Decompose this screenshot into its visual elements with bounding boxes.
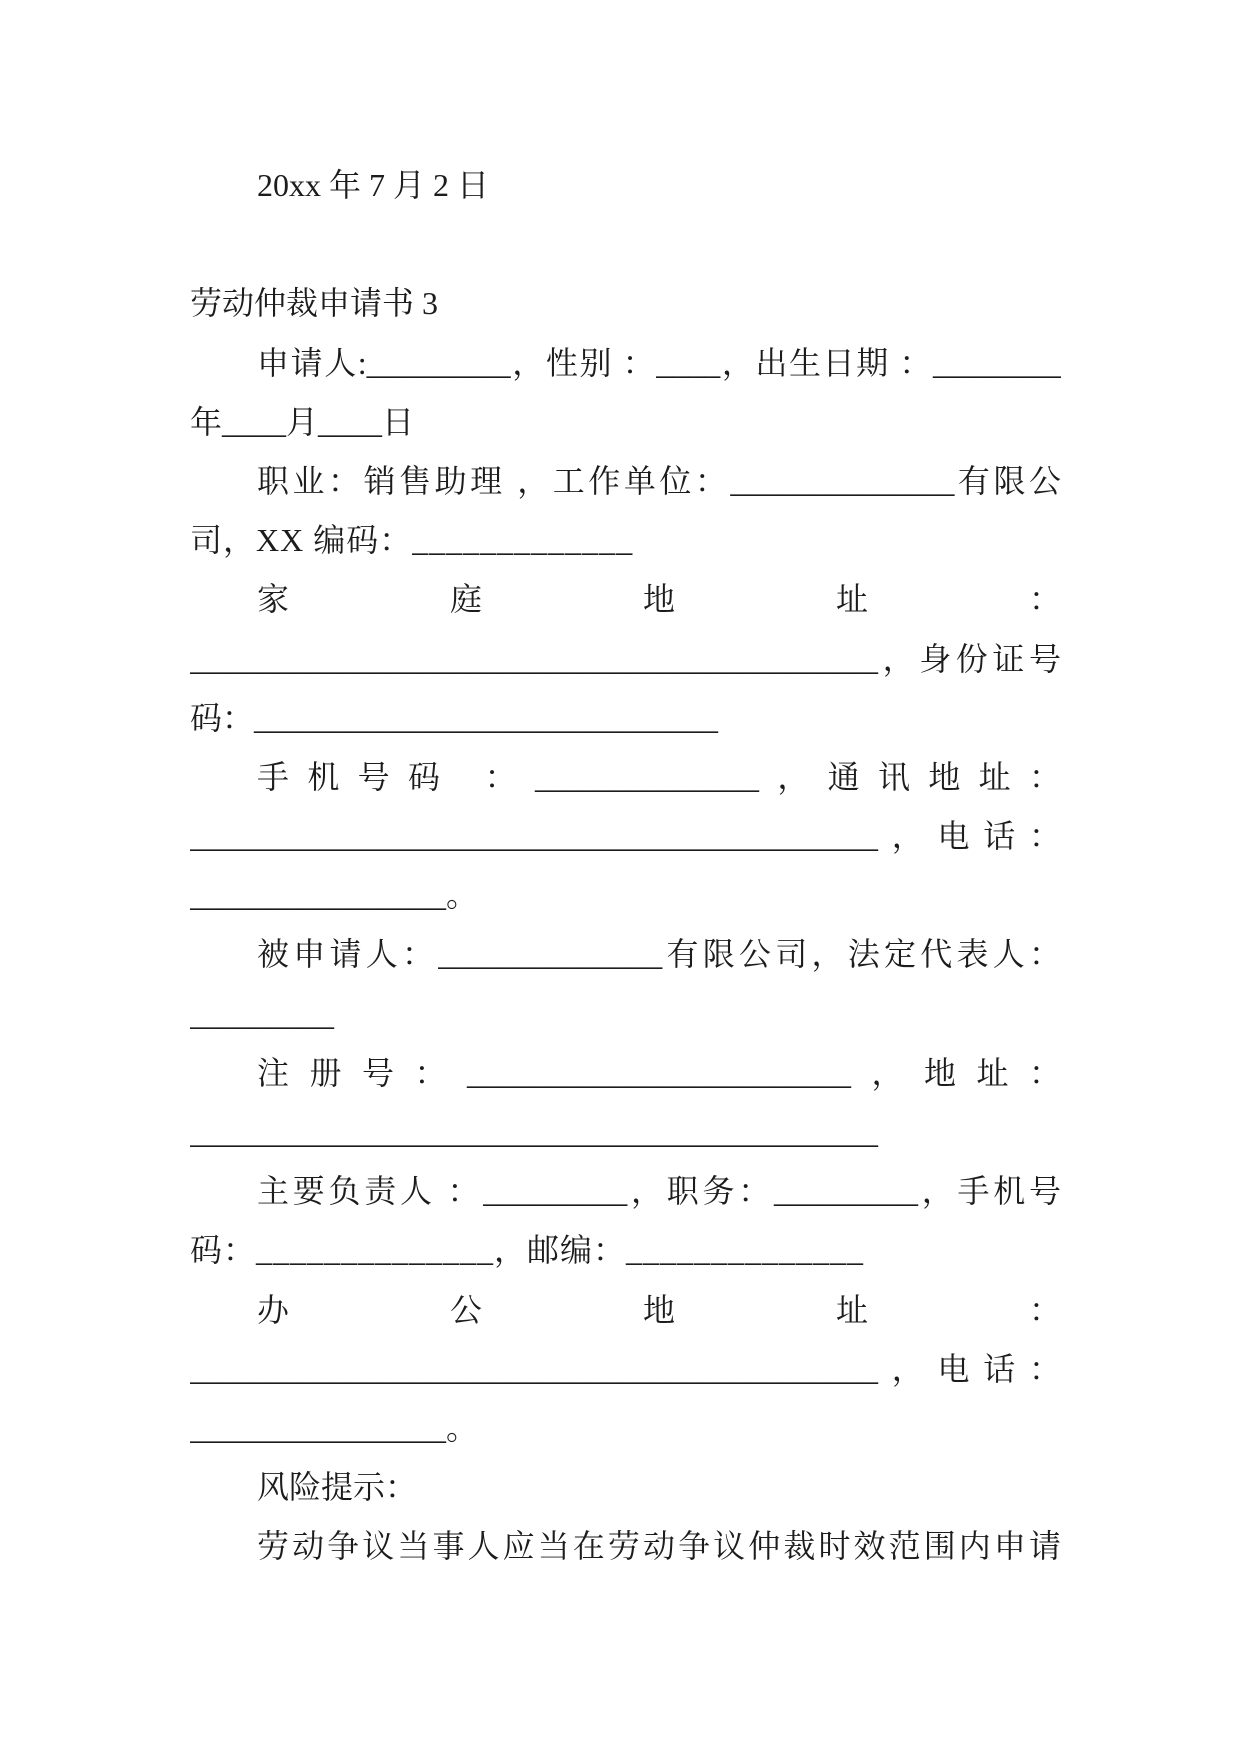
applicant-line-birth-date: 年____月____日 [190,403,415,440]
document-title: 劳动仲裁申请书 3 [190,285,439,322]
respondent-line-principal-position: 主要负责人 ：_________，职务：_________，手机号 [257,1173,1061,1210]
respondent-line-registration-address: 注册号：________________________，地址： [257,1054,1061,1091]
applicant-line-mail-address-blank: ___________________________________________，电话： [190,818,1061,855]
document-date: 20xx 年 7 月 2 日 [257,167,490,203]
applicant-line-code: 司，XX 编码：_____________ [190,522,634,559]
risk-notice-body: 劳动争议当事人应当在劳动争议仲裁时效范围内申请 [257,1528,1061,1565]
applicant-line-phone-blank: ________________。 [190,877,479,914]
applicant-line-home-address-label: 家庭地址： [257,581,1061,618]
applicant-line-id-number: 码：_____________________________ [190,699,719,736]
respondent-line-representative-blank: _________ [190,995,334,1032]
respondent-line-phone-blank: ________________。 [190,1409,479,1446]
respondent-line-mobile-postcode: 码：______________，邮编：______________ [190,1232,865,1269]
respondent-line-office-address-blank: ___________________________________________，电话： [190,1350,1061,1387]
applicant-line-occupation-employer: 职业：销售助理 ，工作单位：______________有限公 [257,462,1061,499]
respondent-line-address-blank: ___________________________________________ [190,1114,878,1150]
risk-notice-heading: 风险提示： [257,1469,418,1506]
applicant-line-name-gender-birth: 申请人:_________，性别 ：____，出生日期 ：________ [257,344,1061,381]
document-body [190,156,1061,1577]
respondent-line-company-representative: 被申请人：______________有限公司，法定代表人： [257,936,1061,973]
blank-line [190,215,1061,274]
respondent-line-office-address-label: 办公地址： [257,1291,1061,1328]
applicant-line-mobile-mail-address: 手机号码 ：______________，通讯地址： [257,758,1061,795]
applicant-line-home-address-blank: ___________________________________________，身份证号 [190,640,1061,677]
